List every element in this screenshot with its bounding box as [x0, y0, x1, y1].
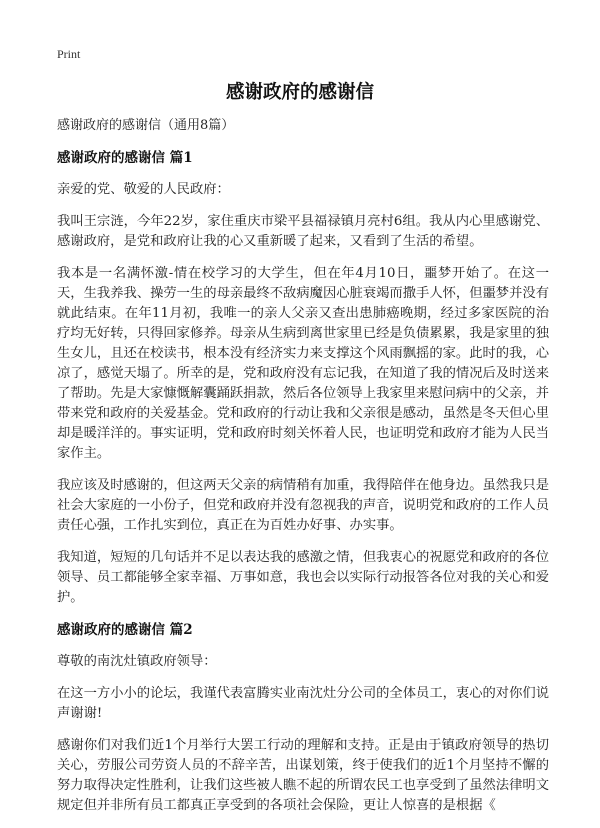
paragraph: 在这一方小小的论坛，我谨代表富腾实业南沈灶分公司的全体员工，衷心的对你们说声谢谢! — [57, 686, 549, 721]
paragraph: 我本是一名满怀激-情在校学习的大学生，但在年4月10日，噩梦开始了。在这一天，生我养我、操劳一生的母亲最终不敌病魔因心脏衰竭而撒手人怀，但噩梦并没有就此结束。在年11月初，我唯一的亲人父亲又查出患肺癌晚期，经过多家医院的治疗均无好转，只得回家修养。母亲从生病到离世家里已经是负债累累，我是家里的独生女儿，且还在校读书，根本没有经济实力来支撑这个风雨飘摇的家。此时的我，心凉了，感觉天塌了。所幸的是，党和政府没有忘记我，在知道了我的情况后及时送来了帮助。先是大家慷慨解囊踊跃捐款，然后各位领导上我家里来慰问病中的父亲，并带来党和政府的关爱基金。党和政府的行动让我和父亲很是感动，虽然是冬天但心里却是暖洋洋的。事实证明，党和政府时刻关怀着人民，也证明党和政府才能为人民当家作主。 — [57, 266, 549, 461]
paragraph: 我叫王宗涟，今年22岁，家住重庆市梁平县福禄镇月亮村6组。我从内心里感谢党、感谢政府，是党和政府让我的心又重新暖了起来，又看到了生活的希望。 — [57, 214, 549, 249]
salutation-2: 尊敬的南沈灶镇政府领导： — [57, 654, 217, 669]
article-body — [57, 116, 549, 828]
salutation-1: 亲爱的党、敬爱的人民政府： — [57, 182, 230, 197]
paragraph: 我知道，短短的几句话并不足以表达我的感激之情，但我衷心的祝愿党和政府的各位领导、员工都能够全家幸福、万事如意，我也会以实际行动报答各位对我的关心和爱护。 — [57, 550, 549, 605]
section-heading-1: 感谢政府的感谢信 篇1 — [57, 150, 193, 166]
section-heading-2: 感谢政府的感谢信 篇2 — [57, 622, 193, 638]
article-subtitle: 感谢政府的感谢信（通用8篇） — [57, 118, 235, 133]
page-title: 感谢政府的感谢信 — [225, 82, 374, 103]
paragraph: 感谢你们对我们近1个月举行大罢工行动的理解和支持。正是由于镇政府领导的热切关心，劳服公司劳资人员的不辞辛苦，出谋划策，终于使我们的近1个月坚持不懈的努力取得决定性胜利，让我们这些被人瞧不起的所谓农民工也享受到了虽然法律明文规定但并非所有员工都真正享受到的各项社会保险，更让人惊喜的是根据《 — [57, 738, 549, 813]
print-link[interactable]: Print — [57, 47, 81, 61]
paragraph: 我应该及时感谢的，但这两天父亲的病情稍有加重，我得陪伴在他身边。虽然我只是社会大家庭的一小份子，但党和政府并没有忽视我的声音，说明党和政府的工作人员责任心强，工作扎实到位，真正在为百姓办好事、办实事。 — [57, 478, 549, 533]
